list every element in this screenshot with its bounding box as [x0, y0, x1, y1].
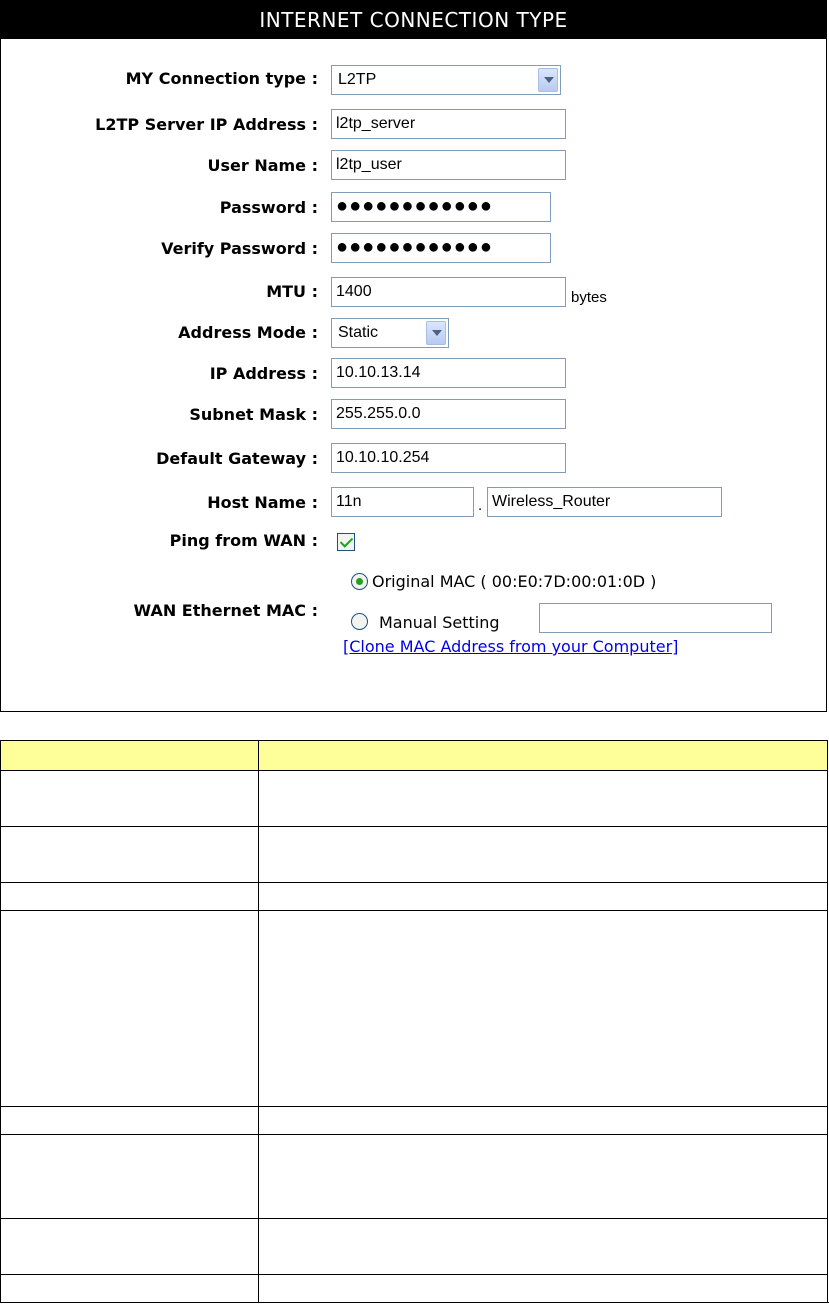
table-cell: [258, 882, 828, 910]
table-cell: [258, 826, 828, 882]
mtu-input[interactable]: 1400: [331, 277, 566, 307]
verify-password-label: Verify Password :: [161, 239, 318, 258]
table-cell: [258, 1218, 828, 1274]
table-cell: [0, 910, 258, 1106]
subnet-mask-input[interactable]: 255.255.0.0: [331, 399, 566, 429]
table-row: [0, 1106, 829, 1134]
table-row: [0, 1134, 829, 1218]
connection-type-label: MY Connection type :: [125, 69, 318, 88]
table-cell: [0, 1106, 258, 1134]
ping-from-wan-label: Ping from WAN :: [169, 531, 318, 550]
host-name-label: Host Name :: [207, 493, 318, 512]
password-input[interactable]: ●●●●●●●●●●●●: [331, 192, 551, 222]
table-row: [0, 1274, 829, 1302]
host-name-input[interactable]: 11n: [331, 487, 474, 517]
table-cell: [258, 1274, 828, 1302]
clone-mac-link[interactable]: [Clone MAC Address from your Computer]: [343, 637, 679, 656]
connection-type-value: L2TP: [338, 71, 377, 88]
wan-mac-label: WAN Ethernet MAC :: [133, 601, 318, 620]
table-header-cell: [0, 740, 258, 770]
address-mode-label: Address Mode :: [178, 323, 318, 342]
server-ip-label: L2TP Server IP Address :: [95, 115, 318, 134]
original-mac-label: Original MAC ( 00:E0:7D:00:01:0D ): [372, 572, 657, 591]
table-cell: [0, 1218, 258, 1274]
password-label: Password :: [219, 198, 318, 217]
user-name-label: User Name :: [207, 156, 318, 175]
table-cell: [0, 882, 258, 910]
ip-address-label: IP Address :: [209, 364, 318, 383]
table-cell: [0, 1134, 258, 1218]
table-cell: [0, 1274, 258, 1302]
host-domain-input[interactable]: Wireless_Router: [487, 487, 722, 517]
ip-address-input[interactable]: 10.10.13.14: [331, 358, 566, 388]
manual-mac-input[interactable]: [539, 603, 772, 633]
host-name-separator: .: [478, 497, 483, 514]
table-cell: [258, 770, 828, 826]
ping-from-wan-checkbox[interactable]: [337, 533, 355, 551]
manual-mac-radio[interactable]: [351, 613, 368, 630]
table-row: [0, 826, 829, 882]
connection-type-select[interactable]: [331, 65, 561, 95]
verify-password-input[interactable]: ●●●●●●●●●●●●: [331, 233, 551, 263]
table-header-cell: [258, 740, 828, 770]
address-mode-value: Static: [338, 324, 379, 341]
chevron-down-icon[interactable]: [538, 68, 558, 92]
table-cell: [258, 910, 828, 1106]
panel-title: INTERNET CONNECTION TYPE: [1, 1, 826, 39]
table-cell: [0, 770, 258, 826]
subnet-mask-label: Subnet Mask :: [189, 405, 318, 424]
original-mac-radio[interactable]: [351, 573, 368, 590]
manual-mac-label: Manual Setting: [379, 613, 500, 632]
chevron-down-icon[interactable]: [426, 321, 446, 345]
default-gateway-input[interactable]: 10.10.10.254: [331, 443, 566, 473]
address-mode-select[interactable]: [331, 318, 449, 348]
server-ip-input[interactable]: l2tp_server: [331, 109, 566, 139]
mtu-unit: bytes: [571, 289, 607, 306]
table-header-row: [0, 740, 829, 770]
checkmark-icon: [340, 534, 353, 547]
table-cell: [258, 1106, 828, 1134]
table-cell: [258, 1134, 828, 1218]
table-row: [0, 770, 829, 826]
mtu-label: MTU :: [266, 282, 318, 301]
description-table: [0, 740, 829, 1302]
table-row: [0, 882, 829, 910]
table-row: [0, 1218, 829, 1274]
default-gateway-label: Default Gateway :: [156, 449, 318, 468]
table-cell: [0, 826, 258, 882]
user-name-input[interactable]: l2tp_user: [331, 150, 566, 180]
table-bottom-border: [0, 1302, 829, 1303]
table-row: [0, 910, 829, 1106]
